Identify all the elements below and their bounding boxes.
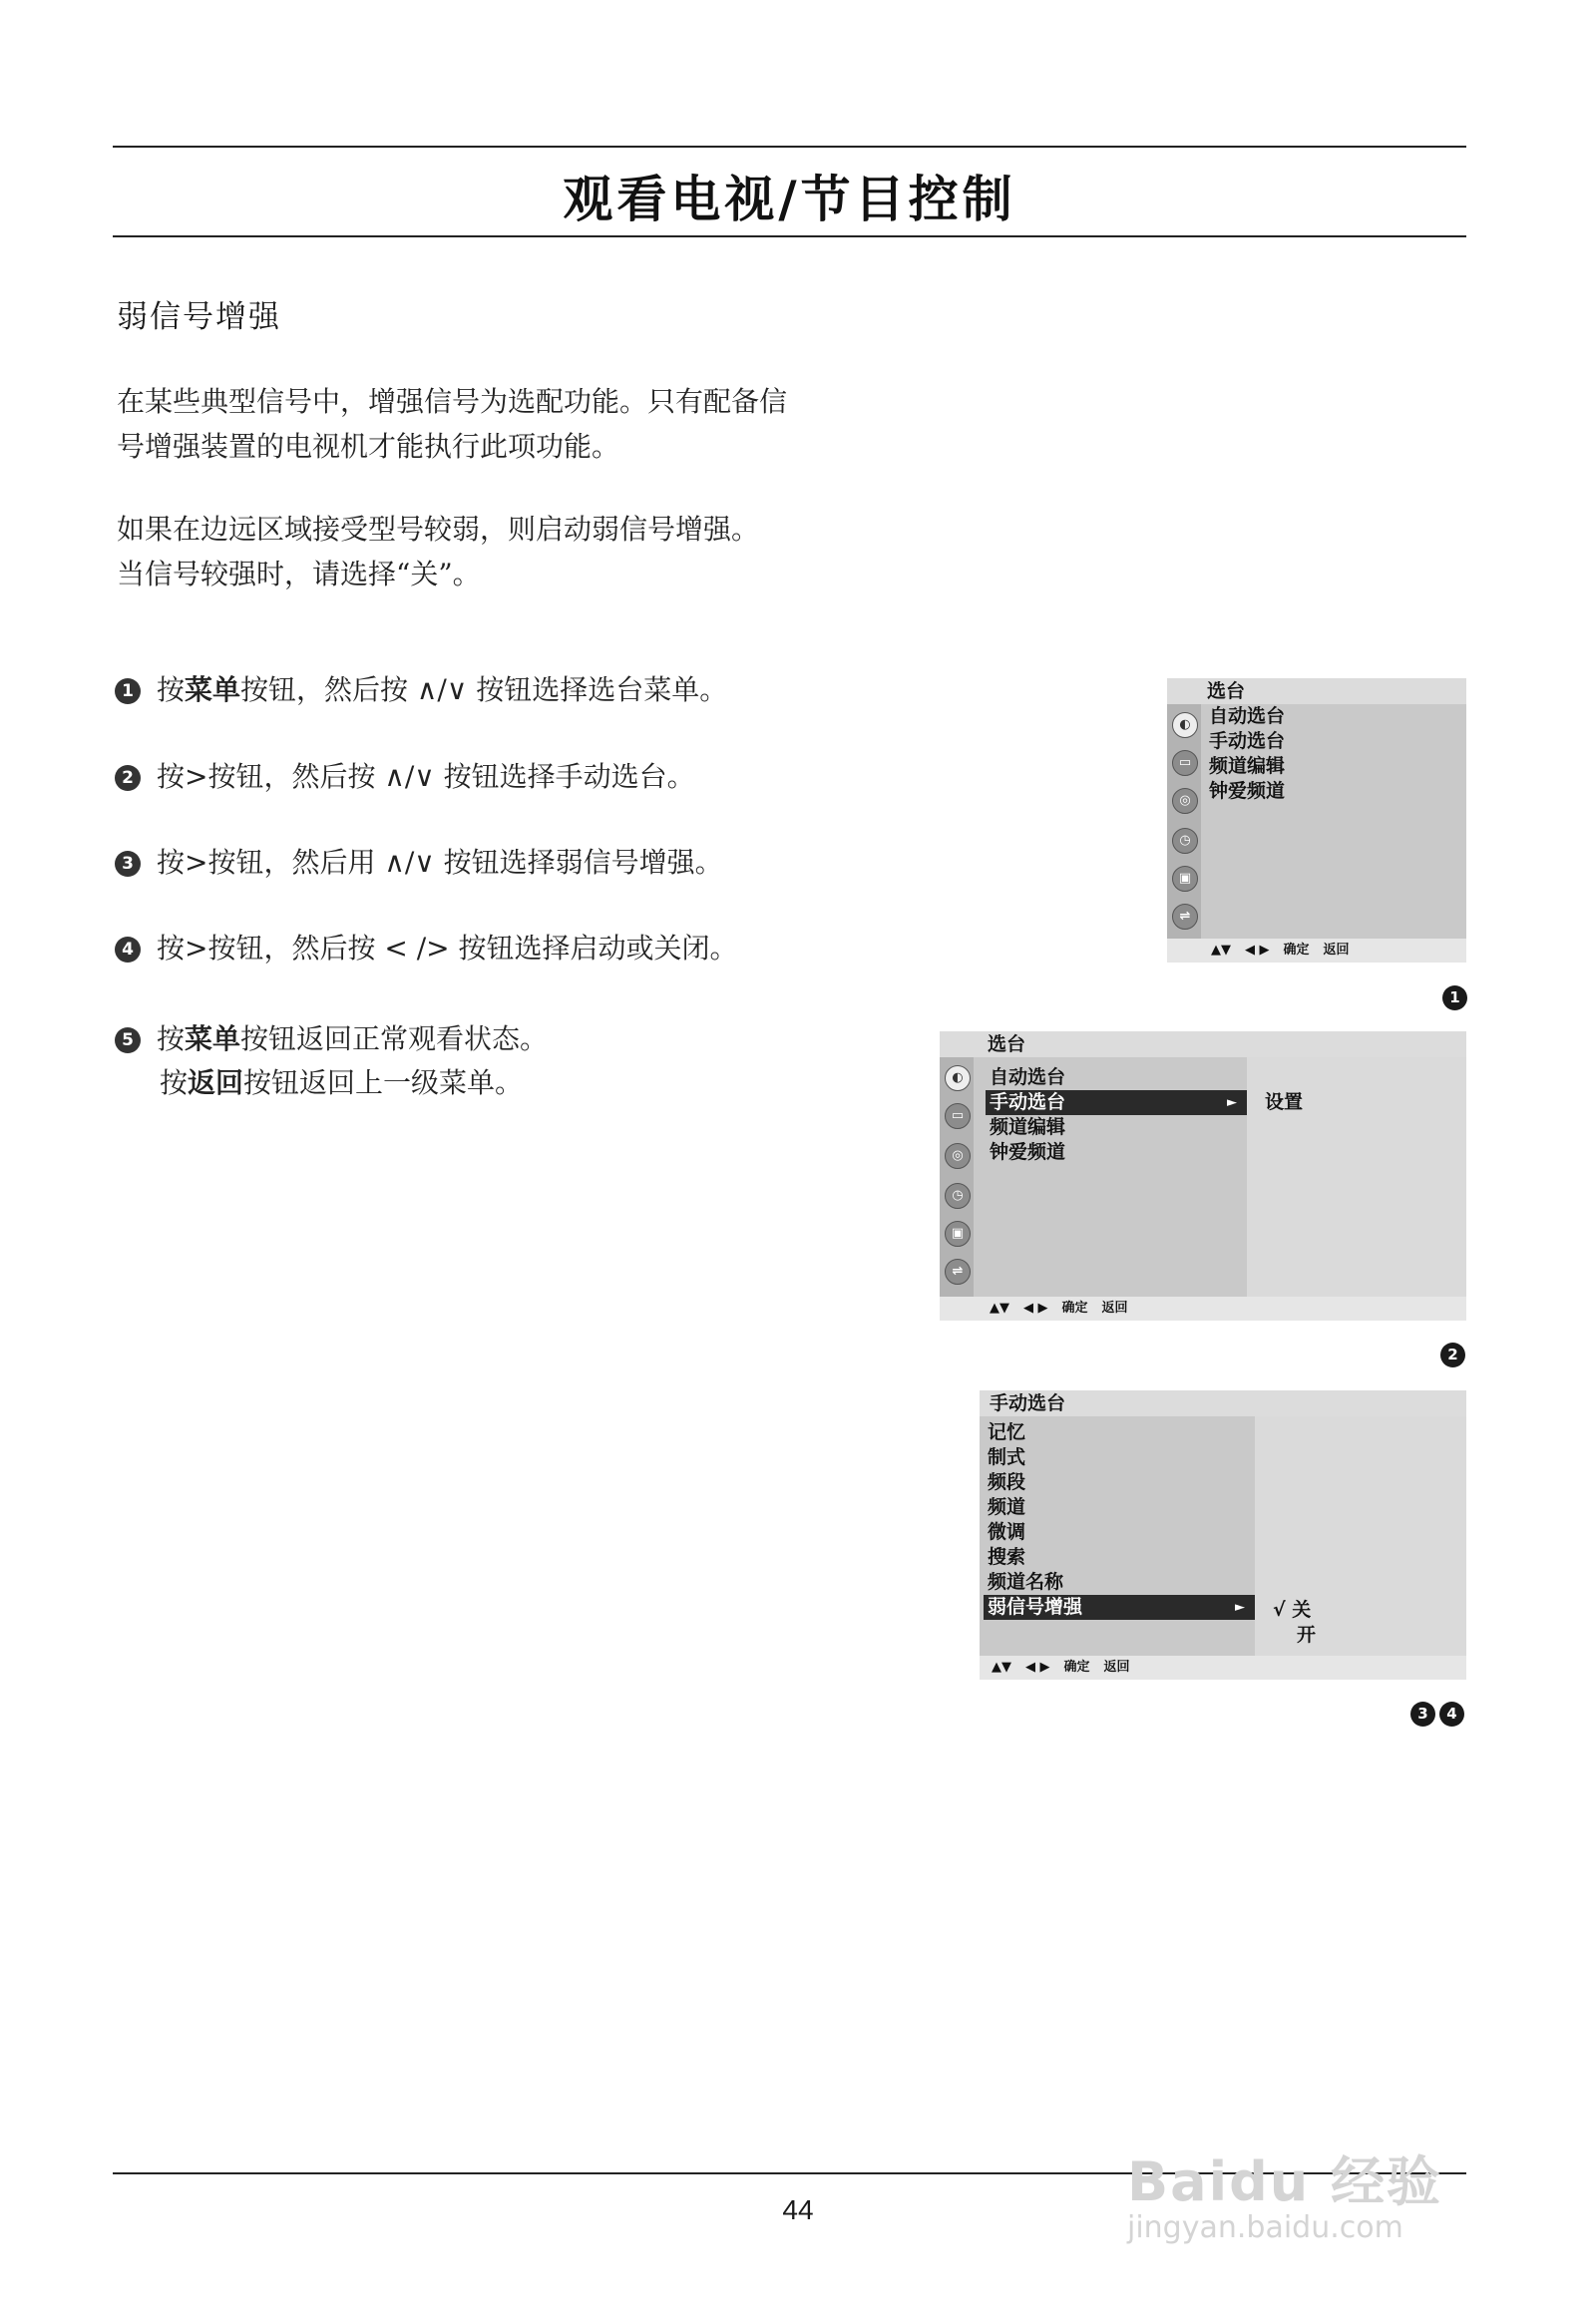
ok-hint: 确定 — [1061, 1301, 1088, 1316]
input-icon: ⇌ — [945, 1259, 971, 1285]
step-badge: 1 — [1442, 985, 1467, 1010]
watermark-logo-text: Baidu 经验 — [1127, 2150, 1443, 2213]
menu-key-label: 菜单 — [185, 1022, 241, 1055]
submenu-list — [1261, 1090, 1303, 1115]
return-hint: 返回 — [1323, 943, 1350, 958]
menu-item[interactable]: 频道 — [988, 1496, 1026, 1518]
page-number: 44 — [782, 2194, 814, 2225]
top-rule — [113, 146, 1466, 148]
clock-icon: ◷ — [945, 1183, 971, 1209]
paragraph-2-line-2: 当信号较强时，请选择“关”。 — [117, 558, 481, 590]
section-title: 弱信号增强 — [117, 299, 281, 335]
step-text: 按>按钮，然后用 ∧/∨ 按钮选择弱信号增强。 — [157, 846, 723, 879]
step-text: 按钮返回上一级菜单。 — [243, 1066, 524, 1099]
submenu-arrow-icon: ► — [1227, 1095, 1237, 1110]
up-down-hint: ▲▼ — [992, 1660, 1011, 1675]
tv-icon: ▭ — [945, 1103, 971, 1129]
step-number: 4 — [115, 937, 141, 963]
menu-item[interactable]: 钟爱频道 — [1209, 780, 1286, 802]
submenu-item[interactable]: 设置 — [1265, 1091, 1304, 1113]
step-badge: 3 — [1410, 1702, 1435, 1727]
menu-item[interactable]: 频道编辑 — [990, 1116, 1066, 1138]
sound-icon: ◎ — [945, 1143, 971, 1169]
submenu-panel — [1247, 1057, 1466, 1297]
menu-item-label: 手动选台 — [990, 1091, 1066, 1113]
left-right-hint: ◀ ▶ — [1245, 943, 1270, 958]
return-hint: 返回 — [1101, 1301, 1128, 1316]
osd-screen-3 — [980, 1390, 1466, 1680]
page-title: 观看电视/节目控制 — [563, 171, 1016, 228]
up-down-hint: ▲▼ — [990, 1301, 1009, 1316]
left-right-hint: ◀ ▶ — [1025, 1660, 1050, 1675]
step-text: 按 — [157, 673, 186, 706]
osd-screen-1 — [1167, 678, 1466, 963]
picture-icon: ◐ — [945, 1065, 971, 1091]
osd-footer — [940, 1297, 1466, 1321]
osd-menu-list — [986, 1065, 1247, 1165]
step-text: 按>按钮，然后按 < /> 按钮选择启动或关闭。 — [157, 932, 738, 965]
screen-2-badges — [1436, 1343, 1465, 1367]
osd-menu-list — [984, 1420, 1255, 1620]
paragraph-1-line-2: 号增强装置的电视机才能执行此项功能。 — [117, 430, 620, 463]
lock-icon: ▣ — [1172, 866, 1198, 892]
step-1 — [115, 668, 893, 712]
picture-icon: ◐ — [1172, 712, 1198, 738]
step-5 — [115, 1017, 893, 1105]
osd-menu-list — [1205, 704, 1466, 804]
paragraph-1-line-1: 在某些典型信号中，增强信号为选配功能。只有配备信 — [117, 385, 788, 418]
lock-icon: ▣ — [945, 1221, 971, 1247]
osd-title: 手动选台 — [980, 1390, 1466, 1416]
submenu-arrow-icon: ► — [1235, 1600, 1245, 1615]
step-number: 5 — [115, 1027, 141, 1053]
screen-1-badges — [1438, 985, 1467, 1010]
menu-item[interactable]: 记忆 — [988, 1421, 1026, 1443]
paragraph-1 — [117, 379, 915, 469]
watermark-url: jingyan.baidu.com — [1127, 2210, 1403, 2245]
submenu-item-on[interactable]: 开 — [1297, 1624, 1317, 1646]
menu-item[interactable]: 自动选台 — [1209, 705, 1286, 727]
menu-key-label: 菜单 — [185, 673, 241, 706]
icon-bar — [1167, 704, 1201, 939]
paragraph-2-line-1: 如果在边远区域接受型号较弱，则启动弱信号增强。 — [117, 513, 760, 546]
step-text: 按 — [160, 1066, 189, 1099]
menu-item[interactable]: 自动选台 — [990, 1066, 1066, 1088]
screen-3-badges — [1406, 1702, 1464, 1727]
step-3 — [115, 841, 893, 885]
step-2 — [115, 755, 893, 799]
menu-item[interactable]: 频段 — [988, 1471, 1026, 1493]
step-badge: 4 — [1439, 1702, 1464, 1727]
step-number: 2 — [115, 765, 141, 791]
menu-item[interactable]: 微调 — [988, 1521, 1026, 1543]
step-text: 按钮返回正常观看状态。 — [240, 1022, 549, 1055]
menu-item-label: 弱信号增强 — [988, 1596, 1083, 1618]
return-hint: 返回 — [1103, 1660, 1130, 1675]
ok-hint: 确定 — [1283, 943, 1310, 958]
step-text: 按 — [157, 1022, 186, 1055]
left-right-hint: ◀ ▶ — [1023, 1301, 1048, 1316]
baidu-watermark — [1127, 2139, 1442, 2245]
step-4 — [115, 927, 893, 970]
submenu-item-off[interactable]: √ 关 — [1273, 1599, 1312, 1621]
menu-item[interactable]: 制式 — [988, 1446, 1026, 1468]
step-number: 1 — [115, 678, 141, 704]
icon-bar — [940, 1057, 974, 1297]
ok-hint: 确定 — [1063, 1660, 1090, 1675]
step-text: 按钮，然后按 ∧/∨ 按钮选择选台菜单。 — [240, 673, 728, 706]
menu-item-selected[interactable] — [984, 1595, 1255, 1620]
step-badge: 2 — [1440, 1343, 1465, 1367]
menu-item-selected[interactable] — [986, 1090, 1247, 1115]
sound-icon: ◎ — [1172, 788, 1198, 814]
up-down-hint: ▲▼ — [1211, 943, 1231, 958]
osd-screen-2 — [940, 1031, 1466, 1321]
osd-footer — [980, 1656, 1466, 1680]
menu-item[interactable]: 搜索 — [988, 1546, 1026, 1568]
tv-icon: ▭ — [1172, 750, 1198, 776]
step-text: 按>按钮，然后按 ∧/∨ 按钮选择手动选台。 — [157, 760, 695, 793]
submenu-panel — [1255, 1416, 1466, 1656]
title-rule — [113, 235, 1466, 237]
menu-item[interactable]: 频道名称 — [988, 1571, 1064, 1593]
menu-item[interactable]: 频道编辑 — [1209, 755, 1286, 777]
submenu-list — [1269, 1598, 1316, 1648]
menu-item[interactable]: 钟爱频道 — [990, 1141, 1066, 1163]
return-key-label: 返回 — [188, 1066, 244, 1099]
step-number: 3 — [115, 851, 141, 877]
paragraph-2 — [117, 507, 915, 596]
osd-footer — [1167, 939, 1466, 963]
menu-item[interactable]: 手动选台 — [1209, 730, 1286, 752]
clock-icon: ◷ — [1172, 828, 1198, 854]
step-5-line-2 — [115, 1061, 893, 1105]
osd-title: 选台 — [940, 1031, 1466, 1057]
osd-title: 选台 — [1167, 678, 1466, 704]
input-icon: ⇌ — [1172, 904, 1198, 930]
